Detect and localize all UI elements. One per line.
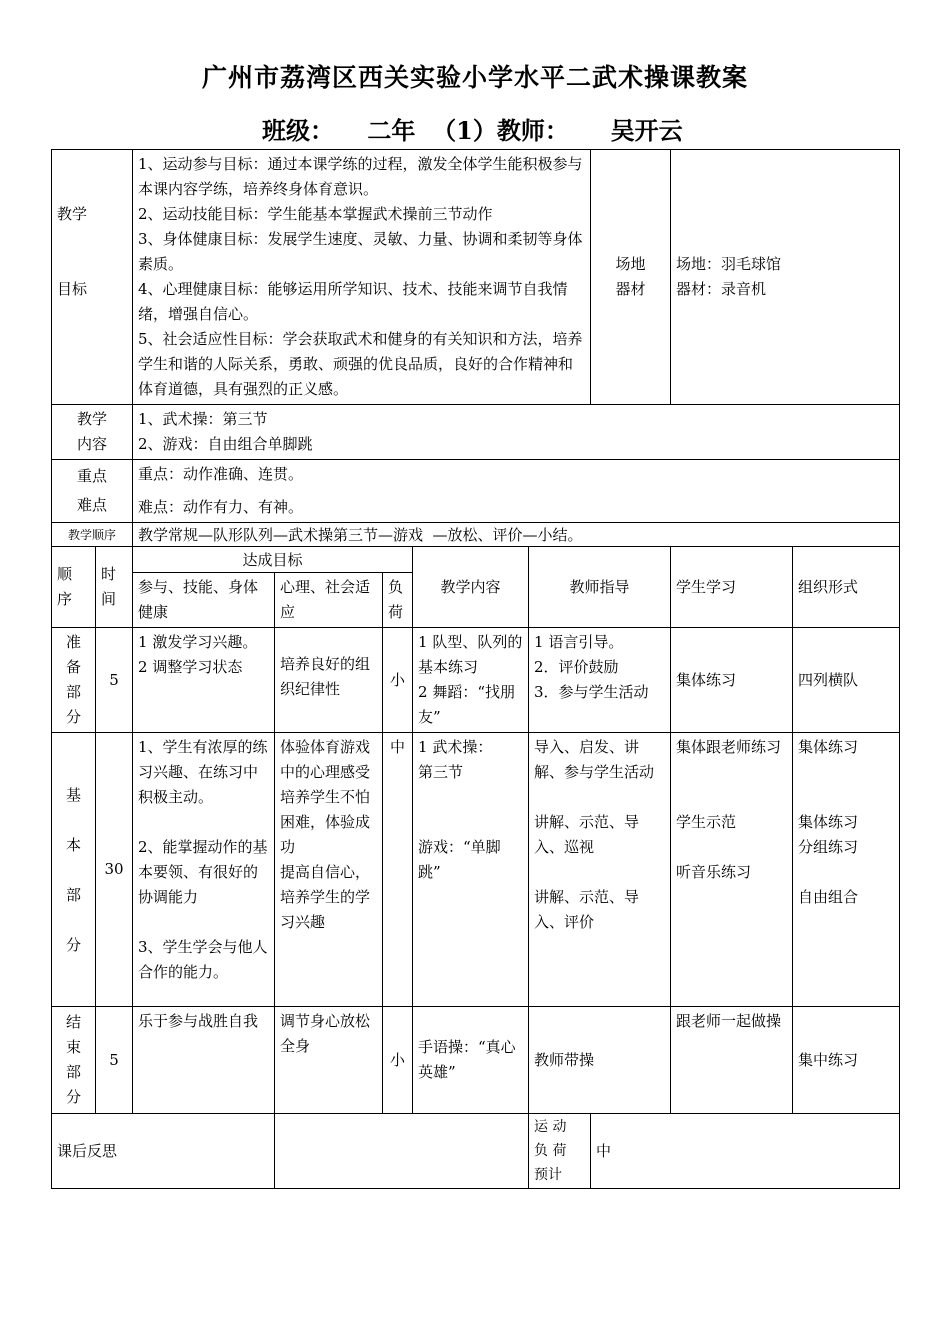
row-mind: 调节身心放松全身 [275, 1007, 383, 1114]
row-teacher: 1 语言引导。 2．评价鼓励 3．参与学生活动 [529, 628, 671, 733]
keypoints-label [52, 460, 133, 523]
objectives-content [133, 150, 591, 405]
reflection-label: 课后反思 [52, 1114, 275, 1189]
header-teacher: 教师指导 [529, 547, 671, 628]
row-skill: 1 激发学习兴趣。 2 调整学习状态 [133, 628, 275, 733]
load-estimate-label: 运 动 负 荷 预计 [529, 1114, 591, 1189]
page-title: 广州市荔湾区西关实验小学水平二武术操课教案 [201, 63, 748, 92]
section-char: 部 [65, 683, 81, 701]
difficult-point: 难点：动作有力、有神。 [138, 498, 304, 516]
load-estimate-value: 中 [591, 1114, 900, 1189]
row-skill: 1、学生有浓厚的练习兴趣、在练习中积极主动。 2、能掌握动作的基本要领、有很好的协调能力 3、学生学会与他人合作的能力。 [133, 733, 275, 1007]
row-content: 1 武术操： 第三节 游戏：“单脚跳” [413, 733, 529, 1007]
objectives-label-top: 教学 [57, 205, 88, 223]
row-content: 1 队型、队列的基本练习 2 舞蹈：“找朋友” [413, 628, 529, 733]
class-teacher-line: 班级： 二年 （1）教师： 吴开云 [262, 116, 683, 145]
section-char: 备 [65, 658, 81, 676]
section-char: 本 [65, 835, 81, 854]
row-load: 小 [383, 1007, 413, 1114]
venue-value: 场地：羽毛球馆 器材：录音机 [671, 150, 900, 405]
row-content: 手语操：“真心英雄” [413, 1007, 529, 1114]
row-mind: 培养良好的组织纪律性 [275, 628, 383, 733]
objectives-label [52, 150, 133, 405]
table-row [52, 628, 900, 733]
row-student: 集体练习 [671, 628, 793, 733]
section-char: 分 [65, 708, 81, 726]
sequence-label: 教学顺序 [52, 523, 133, 547]
objective-item: 4、心理健康目标：能够运用所学知识、技术、技能来调节自我情绪，增强自信心。 [138, 280, 568, 323]
content-items: 1、武术操：第三节 2、游戏：自由组合单脚跳 [133, 405, 900, 460]
row-teacher: 导入、启发、讲解、参与学生活动 讲解、示范、导入、巡视 讲解、示范、导入、评价 [529, 733, 671, 1007]
header-goal: 达成目标 [133, 547, 413, 573]
section-label [52, 733, 96, 1007]
keypoints-label-text: 重点 难点 [77, 467, 108, 514]
row-teacher: 教师带操 [529, 1007, 671, 1114]
table-row [52, 1007, 900, 1114]
objective-item: 1、运动参与目标：通过本课学练的过程，激发全体学生能积极参与本课内容学练，培养终身体育意识。 [138, 155, 583, 198]
row-student: 跟老师一起做操 [671, 1007, 793, 1114]
section-char: 束 [65, 1038, 81, 1056]
header-content: 教学内容 [413, 547, 529, 628]
section-char: 分 [65, 1088, 81, 1106]
section-label [52, 628, 96, 733]
row-skill: 乐于参与战胜自我 [133, 1007, 275, 1114]
keypoints-content [133, 460, 900, 523]
row-org: 四列横队 [793, 628, 900, 733]
section-char: 基 [65, 785, 81, 804]
lesson-plan-table [51, 149, 900, 1189]
objective-item: 2、运动技能目标：学生能基本掌握武术操前三节动作 [138, 205, 493, 223]
header-time: 时 间 [96, 547, 133, 628]
row-org: 集体练习 集体练习 分组练习 自由组合 [793, 733, 900, 1007]
row-time: 30 [96, 733, 133, 1007]
section-char: 结 [65, 1013, 81, 1031]
content-label: 教学 内容 [52, 405, 133, 460]
section-char: 部 [65, 885, 81, 904]
row-load: 小 [383, 628, 413, 733]
header-order: 顺 序 [52, 547, 96, 628]
sequence-value: 教学常规—队形队列—武术操第三节—游戏 —放松、评价—小结。 [133, 523, 900, 547]
reflection-content [275, 1114, 529, 1189]
row-org: 集中练习 [793, 1007, 900, 1114]
venue-label: 场地 器材 [591, 150, 671, 405]
section-char: 准 [65, 633, 81, 651]
header-load: 负 荷 [383, 573, 413, 628]
key-point: 重点：动作准确、连贯。 [138, 465, 304, 483]
row-mind: 体验体育游戏中的心理感受 培养学生不怕困难，体验成功 提高自信心，培养学生的学习兴趣 [275, 733, 383, 1007]
header-goal-skill: 参与、技能、身体健康 [133, 573, 275, 628]
row-student: 集体跟老师练习 学生示范 听音乐练习 [671, 733, 793, 1007]
row-time: 5 [96, 628, 133, 733]
objectives-label-bottom: 目标 [57, 280, 88, 298]
header-goal-mind: 心理、社会适应 [275, 573, 383, 628]
section-label [52, 1007, 96, 1114]
section-char: 部 [65, 1063, 81, 1081]
header-org: 组织形式 [793, 547, 900, 628]
objective-item: 3、身体健康目标：发展学生速度、灵敏、力量、协调和柔韧等身体素质。 [138, 230, 583, 273]
table-row [52, 733, 900, 1007]
row-time: 5 [96, 1007, 133, 1114]
row-load: 中 [383, 733, 413, 1007]
section-char: 分 [65, 935, 81, 954]
header-student: 学生学习 [671, 547, 793, 628]
objective-item: 5、社会适应性目标：学会获取武术和健身的有关知识和方法，培养学生和谐的人际关系，勇敢、顽强的优良品质，良好的合作精神和体育道德，具有强烈的正义感。 [138, 330, 583, 398]
